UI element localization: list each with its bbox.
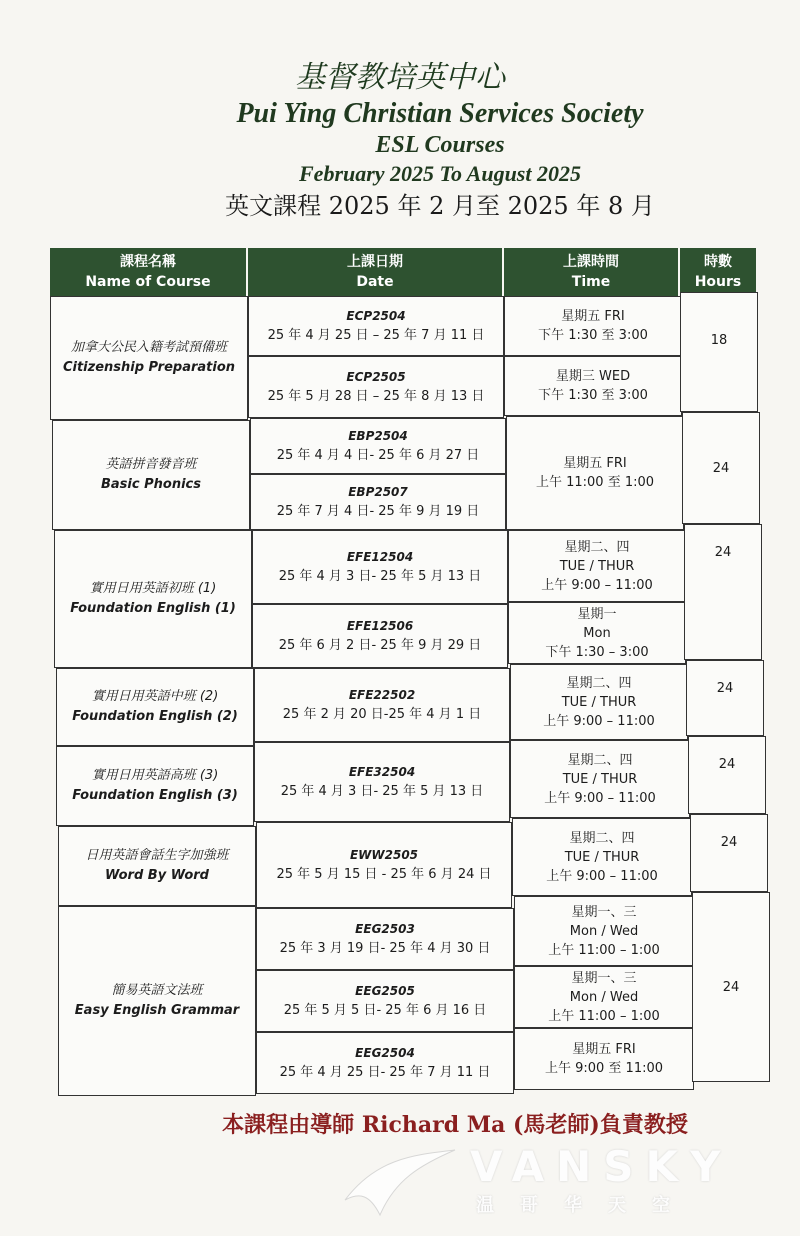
hours-cell bbox=[682, 412, 760, 524]
session-code: EWW2505 bbox=[349, 847, 419, 862]
time-line: 下午 1:30 至 3:00 bbox=[538, 328, 648, 343]
time-cell bbox=[514, 1028, 694, 1090]
title-chinese: 基督教培英中心 bbox=[295, 60, 505, 95]
hours-value: 24 bbox=[714, 545, 732, 560]
time-line: TUE / THUR bbox=[559, 558, 635, 574]
course-name-en: Citizenship Preparation bbox=[62, 360, 236, 375]
course-name-en: Easy English Grammar bbox=[74, 1003, 240, 1018]
time-line: 星期二、四 bbox=[564, 539, 630, 555]
time-line: 上午 11:00 – 1:00 bbox=[548, 1008, 660, 1024]
organization-name: Pui Ying Christian Services Society bbox=[236, 98, 644, 129]
header-hours-cn: 時數 bbox=[704, 254, 732, 270]
time-line: 星期二、四 bbox=[567, 752, 633, 768]
header-course bbox=[50, 248, 246, 296]
time-line: Mon / Wed bbox=[569, 989, 639, 1005]
session-date: 25 年 5 月 15 日 - 25 年 6 月 24 日 bbox=[276, 866, 492, 882]
hours-value: 24 bbox=[718, 757, 736, 772]
header-date-cn: 上課日期 bbox=[347, 254, 403, 270]
session-date: 25 年 4 月 3 日- 25 年 5 月 13 日 bbox=[278, 568, 482, 584]
watermark bbox=[470, 1142, 733, 1217]
program-title: ESL Courses bbox=[375, 132, 505, 158]
header-time-cn: 上課時間 bbox=[563, 254, 619, 270]
course-name-cn: 加拿大公民入籍考試預備班 bbox=[70, 340, 227, 355]
session-date: 25 年 5 月 28 日 – 25 年 8 月 13 日 bbox=[267, 388, 485, 404]
course-name-en: Word By Word bbox=[105, 868, 209, 883]
session-code: EBP2504 bbox=[348, 428, 408, 443]
time-line: 星期五 FRI bbox=[563, 456, 627, 471]
course-name-en: Foundation English (2) bbox=[72, 709, 238, 724]
time-cell bbox=[508, 530, 686, 602]
session-code: EFE12504 bbox=[346, 549, 414, 564]
time-line: 星期二、四 bbox=[569, 830, 635, 846]
session-date: 25 年 4 月 4 日- 25 年 6 月 27 日 bbox=[276, 447, 480, 463]
header-hours bbox=[680, 248, 756, 296]
watermark-brand: VANSKY bbox=[470, 1142, 733, 1191]
session-date: 25 年 7 月 4 日- 25 年 9 月 19 日 bbox=[276, 503, 480, 519]
course-name-cn: 日用英語會話生字加強班 bbox=[85, 848, 229, 863]
course-phonics bbox=[52, 420, 250, 530]
time-line: 星期五 FRI bbox=[561, 309, 625, 324]
session-date: 25 年 4 月 3 日- 25 年 5 月 13 日 bbox=[280, 783, 484, 799]
session-date: 25 年 4 月 25 日- 25 年 7 月 11 日 bbox=[279, 1064, 491, 1080]
session-date: 25 年 3 月 19 日- 25 年 4 月 30 日 bbox=[279, 940, 491, 956]
time-line: 上午 9:00 – 11:00 bbox=[544, 790, 656, 806]
session-cell bbox=[254, 668, 510, 742]
date-range: February 2025 To August 2025 bbox=[299, 161, 581, 186]
document-header bbox=[0, 58, 800, 224]
instructor-note: 本課程由導師 Richard Ma (馬老師)負責教授 bbox=[222, 1112, 688, 1138]
header-date bbox=[248, 248, 502, 296]
time-line: 下午 1:30 至 3:00 bbox=[538, 388, 648, 403]
time-line: TUE / THUR bbox=[562, 771, 638, 787]
session-cell bbox=[256, 908, 514, 970]
time-line: 下午 1:30 – 3:00 bbox=[545, 644, 649, 660]
time-line: 上午 9:00 – 11:00 bbox=[541, 577, 653, 593]
hours-value: 18 bbox=[710, 333, 728, 348]
header-date-en: Date bbox=[356, 274, 394, 290]
session-date: 25 年 4 月 25 日 – 25 年 7 月 11 日 bbox=[267, 327, 485, 343]
session-code: EFE22502 bbox=[348, 687, 416, 702]
session-code: EEG2505 bbox=[355, 983, 415, 998]
header-course-en: Name of Course bbox=[85, 274, 211, 290]
time-cell bbox=[504, 296, 682, 356]
course-name-cn: 實用日用英語高班 (3) bbox=[91, 768, 219, 783]
time-cell bbox=[514, 966, 694, 1028]
course-name-en: Foundation English (1) bbox=[70, 601, 236, 616]
course-word-by-word bbox=[58, 826, 256, 906]
hours-cell bbox=[690, 814, 768, 892]
session-cell bbox=[256, 970, 514, 1032]
hours-value: 24 bbox=[722, 979, 740, 995]
session-cell bbox=[252, 530, 508, 604]
hours-cell bbox=[680, 292, 758, 412]
course-name-en: Foundation English (3) bbox=[72, 788, 238, 803]
time-line: Mon bbox=[583, 625, 611, 641]
session-cell bbox=[256, 822, 512, 908]
time-cell bbox=[510, 740, 690, 818]
session-cell bbox=[248, 356, 504, 418]
session-date: 25 年 2 月 20 日-25 年 4 月 1 日 bbox=[282, 706, 482, 722]
session-cell bbox=[256, 1032, 514, 1094]
session-code: EFE32504 bbox=[348, 764, 416, 779]
time-line: 上午 11:00 至 1:00 bbox=[535, 475, 655, 490]
hours-value: 24 bbox=[712, 460, 730, 476]
time-line: 上午 9:00 – 11:00 bbox=[543, 713, 655, 729]
session-date: 25 年 5 月 5 日- 25 年 6 月 16 日 bbox=[283, 1002, 487, 1018]
course-foundation-2 bbox=[56, 668, 254, 746]
time-line: 上午 9:00 – 11:00 bbox=[546, 868, 658, 884]
session-cell bbox=[252, 604, 508, 668]
time-line: 星期一、三 bbox=[571, 904, 637, 920]
session-cell bbox=[248, 296, 504, 356]
time-line: 上午 9:00 至 11:00 bbox=[544, 1061, 664, 1076]
session-code: ECP2505 bbox=[346, 369, 406, 384]
header-course-cn: 課程名稱 bbox=[120, 254, 176, 270]
hours-cell bbox=[692, 892, 770, 1082]
time-line: 星期三 WED bbox=[555, 369, 631, 384]
session-cell bbox=[250, 418, 506, 474]
hours-cell bbox=[686, 660, 764, 736]
time-cell bbox=[510, 664, 688, 740]
time-cell bbox=[512, 818, 692, 896]
time-line: 星期一、三 bbox=[571, 970, 637, 986]
hours-cell bbox=[684, 524, 762, 660]
session-cell bbox=[254, 742, 510, 822]
course-name-cn: 實用日用英語初班 (1) bbox=[89, 581, 217, 596]
time-line: 星期二、四 bbox=[566, 675, 632, 691]
header-time-en: Time bbox=[571, 274, 611, 290]
header-hours-en: Hours bbox=[694, 274, 742, 290]
watermark-brand-cn: 温哥华天空 bbox=[476, 1195, 696, 1216]
time-cell bbox=[514, 896, 694, 966]
header-time bbox=[504, 248, 678, 296]
time-cell bbox=[508, 602, 686, 664]
session-date: 25 年 6 月 2 日- 25 年 9 月 29 日 bbox=[278, 637, 482, 653]
session-code: EEG2504 bbox=[355, 1045, 415, 1060]
time-line: 星期五 FRI bbox=[572, 1042, 636, 1057]
watermark-swoosh-icon bbox=[340, 1140, 460, 1220]
course-grammar bbox=[58, 906, 256, 1096]
course-name-cn: 英語拼音發音班 bbox=[105, 457, 197, 472]
time-line: 上午 11:00 – 1:00 bbox=[548, 942, 660, 958]
title-chinese-dates: 英文課程 2025 年 2 月至 2025 年 8 月 bbox=[225, 192, 655, 220]
time-cell bbox=[506, 416, 684, 530]
course-citizenship bbox=[50, 296, 248, 420]
session-cell bbox=[250, 474, 506, 530]
session-code: EFE12506 bbox=[346, 618, 414, 633]
course-name-cn: 簡易英語文法班 bbox=[111, 983, 203, 998]
time-line: TUE / THUR bbox=[564, 849, 640, 865]
course-name-en: Basic Phonics bbox=[101, 477, 201, 492]
time-line: TUE / THUR bbox=[561, 694, 637, 710]
course-foundation-1 bbox=[54, 530, 252, 668]
session-code: EBP2507 bbox=[348, 484, 408, 499]
time-line: 星期一 bbox=[577, 606, 617, 622]
course-name-cn: 實用日用英語中班 (2) bbox=[91, 689, 219, 704]
session-code: EEG2503 bbox=[355, 921, 415, 936]
time-line: Mon / Wed bbox=[569, 923, 639, 939]
time-cell bbox=[504, 356, 682, 416]
session-code: ECP2504 bbox=[346, 308, 406, 323]
hours-cell bbox=[688, 736, 766, 814]
course-foundation-3 bbox=[56, 746, 254, 826]
hours-value: 24 bbox=[716, 681, 734, 696]
hours-value: 24 bbox=[720, 835, 738, 850]
